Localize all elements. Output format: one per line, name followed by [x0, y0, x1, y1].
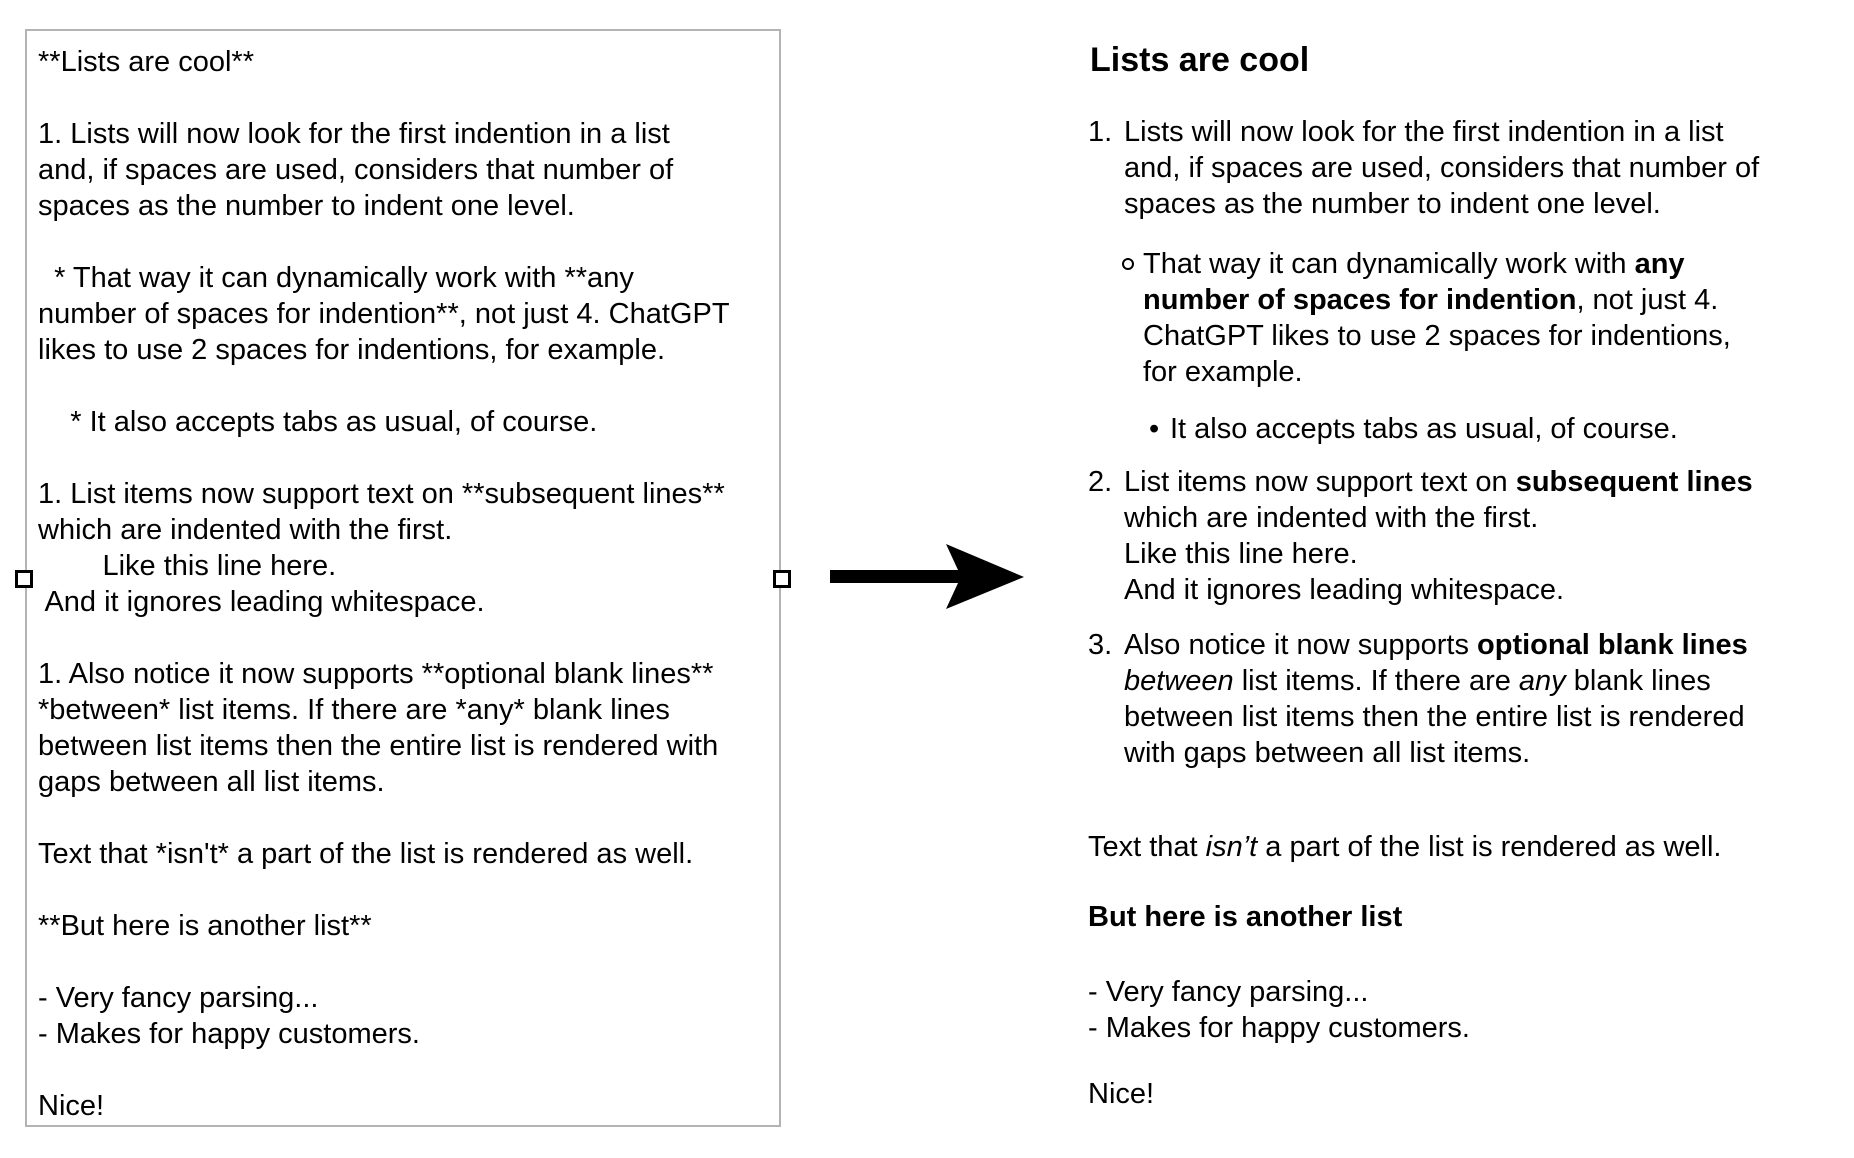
- rendered-line: Like this line here.: [1124, 538, 1358, 570]
- rendered-line: And it ignores leading whitespace.: [1124, 574, 1565, 606]
- rendered-line: That way it can dynamically work with any: [1143, 248, 1685, 280]
- source-line: Nice!: [38, 1090, 105, 1122]
- rendered-line: Lists are cool: [1090, 41, 1310, 79]
- source-line: [38, 1052, 730, 1088]
- rendered-nested-item-circle: [1088, 246, 1731, 390]
- source-line: [38, 368, 730, 404]
- rendered-nested-item-bullet: [1088, 411, 1678, 447]
- source-line: 1. List items now support text on **subsequent lines**: [38, 478, 725, 510]
- rendered-line: between list items then the entire list is rendered: [1124, 701, 1745, 733]
- source-line: [38, 440, 730, 476]
- source-line: - Makes for happy customers.: [38, 1018, 420, 1050]
- source-line: **But here is another list**: [38, 910, 372, 942]
- rendered-line: Lists will now look for the first indention in a list: [1124, 116, 1724, 148]
- rendered-line: List items now support text on subsequent lines: [1124, 466, 1753, 498]
- rendered-line: But here is another list: [1088, 901, 1403, 933]
- rendered-paragraph-nice: [1088, 1076, 1558, 1112]
- rendered-line: between list items. If there are any blank lines: [1124, 665, 1711, 697]
- rendered-line: with gaps between all list items.: [1124, 737, 1531, 769]
- list-marker: •: [1149, 413, 1160, 445]
- markdown-source-text: [38, 44, 730, 1124]
- source-line: and, if spaces are used, considers that number of: [38, 154, 674, 186]
- rendered-line: and, if spaces are used, considers that number of: [1124, 152, 1760, 184]
- rendered-heading: [1088, 42, 1558, 78]
- rendered-line: spaces as the number to indent one level.: [1124, 188, 1661, 220]
- source-line: 1. Lists will now look for the first indention in a list: [38, 118, 670, 150]
- source-line: * That way it can dynamically work with **any: [38, 262, 634, 294]
- rendered-line: which are indented with the first.: [1124, 502, 1539, 534]
- source-line: spaces as the number to indent one level.: [38, 190, 575, 222]
- source-line: [38, 944, 730, 980]
- source-line: [38, 800, 730, 836]
- rendered-line: Nice!: [1088, 1078, 1155, 1110]
- source-line: likes to use 2 spaces for indentions, for example.: [38, 334, 666, 366]
- list-marker: 2.: [1088, 466, 1113, 498]
- rendered-line: Text that isn’t a part of the list is rendered as well.: [1088, 831, 1722, 863]
- source-line: Like this line here.: [38, 550, 337, 582]
- source-line: [38, 872, 730, 908]
- source-line: 1. Also notice it now supports **optional blank lines**: [38, 658, 714, 690]
- rendered-list-item-1: [1088, 114, 1760, 222]
- source-line: [38, 80, 730, 116]
- source-line: And it ignores leading whitespace.: [38, 586, 485, 618]
- rendered-subheading-another-list: [1088, 899, 1558, 935]
- rendered-paragraph-not-list: [1088, 829, 1722, 865]
- source-line: between list items then the entire list is rendered with: [38, 730, 719, 762]
- rendered-line: ChatGPT likes to use 2 spaces for indentions,: [1143, 320, 1731, 352]
- source-line: Text that *isn't* a part of the list is rendered as well.: [38, 838, 694, 870]
- rendered-list-item-2: [1088, 464, 1753, 608]
- resize-handle-right[interactable]: [773, 570, 791, 588]
- rendered-line: - Very fancy parsing...: [1088, 976, 1369, 1008]
- rendered-line: for example.: [1143, 356, 1303, 388]
- list-marker: 3.: [1088, 629, 1113, 661]
- source-line: **Lists are cool**: [38, 46, 254, 78]
- rendered-list-item-3: [1088, 627, 1748, 771]
- markdown-rendered-output: [1088, 41, 1760, 1112]
- rendered-dash-list: [1088, 974, 1558, 1046]
- circle-bullet-icon: [1122, 258, 1134, 270]
- rendered-line: Also notice it now supports optional blank lines: [1124, 629, 1748, 661]
- source-line: gaps between all list items.: [38, 766, 385, 798]
- source-line: which are indented with the first.: [38, 514, 453, 546]
- rendered-line: number of spaces for indention, not just 4.: [1143, 284, 1719, 316]
- source-line: number of spaces for indention**, not just 4. ChatGPT: [38, 298, 730, 330]
- right-arrow-icon: [820, 535, 1035, 620]
- resize-handle-left[interactable]: [15, 570, 33, 588]
- list-marker: 1.: [1088, 116, 1113, 148]
- source-line: [38, 224, 730, 260]
- source-line: * It also accepts tabs as usual, of course.: [38, 406, 598, 438]
- rendered-line: It also accepts tabs as usual, of course.: [1170, 413, 1678, 445]
- source-line: [38, 620, 730, 656]
- source-line: *between* list items. If there are *any* blank lines: [38, 694, 670, 726]
- markdown-source-box[interactable]: [25, 29, 781, 1127]
- rendered-line: - Makes for happy customers.: [1088, 1012, 1470, 1044]
- source-line: - Very fancy parsing...: [38, 982, 319, 1014]
